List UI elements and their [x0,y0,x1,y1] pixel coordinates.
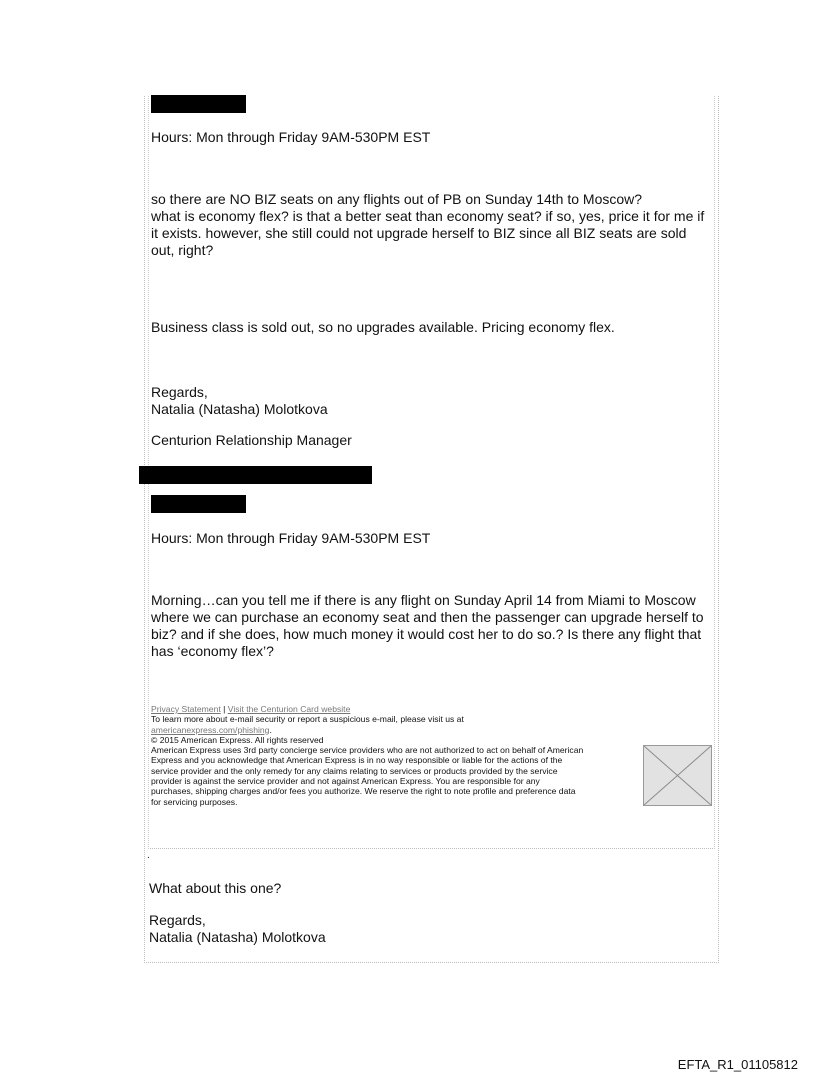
signature-name: Natalia (Natasha) Molotkova [149,929,326,945]
hours-line: Hours: Mon through Friday 9AM-530PM EST [151,129,431,145]
question-line: so there are NO BIZ seats on any flights out of PB on Sunday 14th to Moscow? [151,191,643,207]
morning-line: has ‘economy flex’? [151,643,274,659]
morning-line: biz? and if she does, how much money it would cost her to do so.? Is there any flight that [151,626,702,642]
signature-regards: Regards, [149,912,206,928]
centurion-website-link[interactable]: Visit the Centurion Card website [227,704,351,714]
email-footer [151,704,583,807]
security-text: To learn more about e-mail security or report a suspicious e-mail, please visit us at [151,714,464,725]
redaction-bar [151,495,246,513]
disclaimer-line: Express and you acknowledge that American Express is in no way responsible or liable for the actions of the [151,755,563,766]
redaction-bar [151,95,246,113]
disclaimer-line: for servicing purposes. [151,796,238,807]
phishing-link[interactable]: americanexpress.com/phishing [151,724,270,735]
broken-image-placeholder [643,745,712,806]
question-paragraph [151,191,716,259]
footer-links [151,704,583,714]
signature-title: Centurion Relationship Manager [151,432,352,448]
broken-image-icon [644,746,711,805]
question-line: what is economy flex? is that a better seat than economy seat? if so, yes, price it for me if [151,208,705,224]
disclaimer-line: purchases, shipping charges and/or fees you authorize. We reserve the right to note profile and preference data [151,786,576,797]
morning-line: where we can purchase an economy seat and then the passenger can upgrade herself to [151,609,704,625]
redaction-bar [139,466,372,484]
signature-regards: Regards, [151,384,208,400]
answer-text: Business class is sold out, so no upgrades available. Pricing economy flex. [151,319,615,335]
morning-paragraph [151,592,716,660]
disclaimer-line: American Express uses 3rd party concierge service providers who are not authorized to act on behalf of American [151,745,584,756]
question-line: out, right? [151,242,214,258]
what-about-text: What about this one? [149,880,282,896]
disclaimer-line: service provider and the only remedy for any claims relating to services or products provided by the service [151,765,558,776]
phishing-line [151,725,583,735]
disclaimer-line: provider is against the service provider and not against American Express. You are responsible for any [151,776,540,787]
morning-line: Morning…can you tell me if there is any flight on Sunday April 14 from Miami to Moscow [151,592,696,608]
phishing-period: . [269,724,272,735]
question-line: it exists. however, she still could not upgrade herself to BIZ since all BIZ seats are sold [151,225,687,241]
hours-line: Hours: Mon through Friday 9AM-530PM EST [151,530,431,546]
privacy-statement-link[interactable]: Privacy Statement [151,704,221,714]
link-separator: | [220,704,228,714]
signature-name: Natalia (Natasha) Molotkova [151,401,328,417]
dot-mark: . [147,850,150,861]
copyright-text: © 2015 American Express. All rights reserved [151,734,324,745]
document-id: EFTA_R1_01105812 [677,1057,798,1072]
